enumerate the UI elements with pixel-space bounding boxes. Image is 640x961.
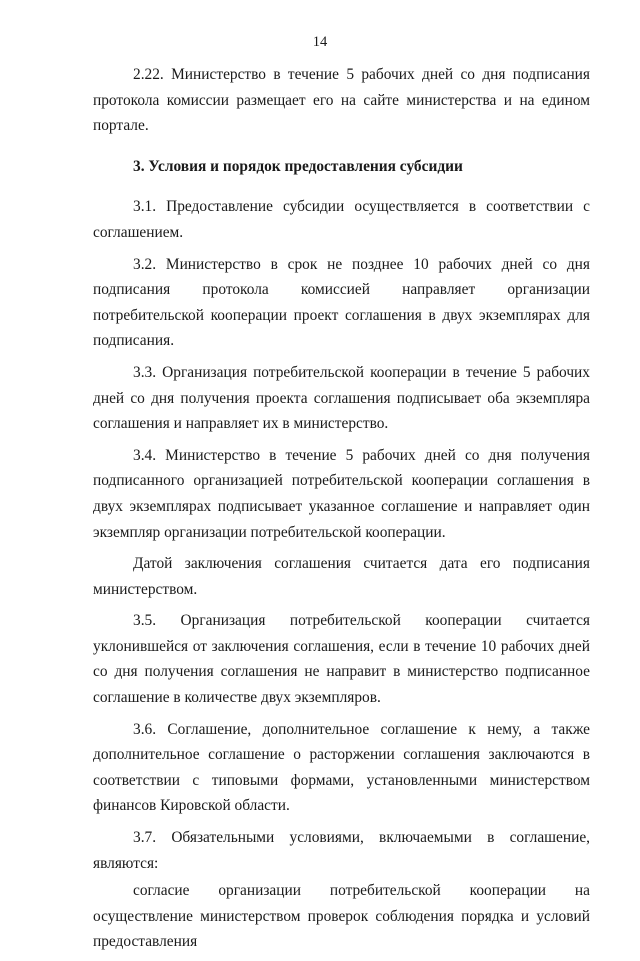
paragraph-2-22: 2.22. Министерство в течение 5 рабочих дней со дня подписания протокола комиссии размещает его на сайте министерства и на едином портале. bbox=[93, 66, 590, 135]
paragraph-3-1: 3.1. Предоставление субсидии осуществляется в соответствии с соглашением. bbox=[93, 198, 590, 241]
paragraph-3-6: 3.6. Соглашение, дополнительное соглашение к нему, а также дополнительное соглашение о расторжении соглашения заключаются в соответствии с типовыми формами, установленными министерством финансов Кировской области. bbox=[93, 720, 590, 815]
document-body bbox=[93, 62, 590, 961]
paragraph-3-7-item-1: согласие организации потребительской кооперации на осуществление министерством проверок соблюдения порядка и условий предоставления bbox=[93, 882, 590, 951]
paragraph-3-5: 3.5. Организация потребительской кооперации считается уклонившейся от заключения соглашения, если в течение 10 рабочих дней со дня получения соглашения не направит в министерство подписанное соглашение в количестве двух экземпляров. bbox=[93, 612, 590, 707]
paragraph-3-2: 3.2. Министерство в срок не позднее 10 рабочих дней со дня подписания протокола комиссией направляет организации потребительской кооперации проект соглашения в двух экземплярах для подписания. bbox=[93, 255, 590, 350]
page-number: 14 bbox=[312, 34, 328, 50]
section-heading: 3. Условия и порядок предоставления субсидии bbox=[133, 157, 463, 175]
paragraph-3-4: 3.4. Министерство в течение 5 рабочих дней со дня получения подписанного организацией потребительской кооперации соглашения в двух экземплярах подписывает указанное соглашение и направляет один экземпляр организации потребительской кооперации. bbox=[93, 446, 590, 541]
paragraph-contract-date: Датой заключения соглашения считается дата его подписания министерством. bbox=[93, 555, 590, 598]
paragraph-3-3: 3.3. Организация потребительской кооперации в течение 5 рабочих дней со дня получения проекта соглашения подписывает оба экземпляра соглашения и направляет их в министерство. bbox=[93, 363, 590, 433]
paragraph-3-7: 3.7. Обязательными условиями, включаемыми в соглашение, являются: bbox=[93, 829, 590, 872]
